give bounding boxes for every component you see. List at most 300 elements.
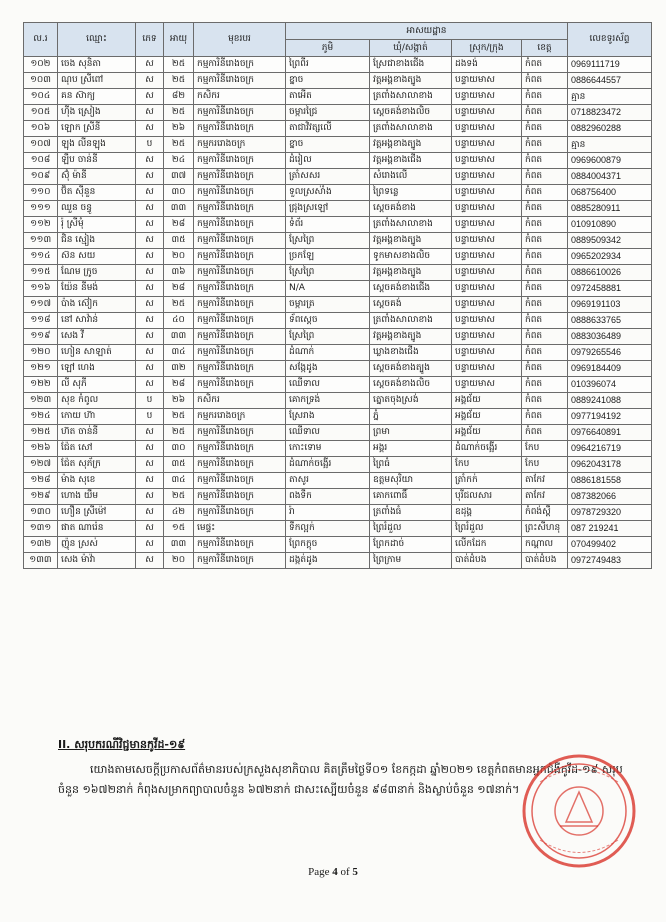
cell-phone: 0972458881 — [568, 281, 652, 297]
cell-sex: ស — [136, 489, 164, 505]
cell-phone: 0978729320 — [568, 505, 652, 521]
cell-age: ៣៣ — [164, 329, 194, 345]
header-occupation: មុខរបរ — [194, 23, 286, 57]
table-row — [24, 249, 652, 265]
cell-phone: 0889509342 — [568, 233, 652, 249]
cell-age: ២៥ — [164, 137, 194, 153]
table-row — [24, 329, 652, 345]
cell-phone: គ្មាន — [568, 137, 652, 153]
cell-district: បន្ទាយមាស — [452, 377, 522, 393]
cell-no: ១០៥ — [24, 105, 58, 121]
cell-commune: ត្រពាំងសាលាខាង — [370, 313, 452, 329]
cell-commune: វត្តអង្គខាងត្បូង — [370, 137, 452, 153]
cell-province: កំពត — [522, 313, 568, 329]
table-row — [24, 345, 652, 361]
cell-district: បន្ទាយមាស — [452, 89, 522, 105]
cell-sex: ស — [136, 521, 164, 537]
cell-province: កំពង់ស្ពឺ — [522, 505, 568, 521]
cell-name: ឡោក ស្រីនី — [58, 121, 136, 137]
cell-occupation: កម្មកររោងចក្រ — [194, 137, 286, 153]
cell-commune: ត្រពាំងសាលាខាង — [370, 89, 452, 105]
cell-occupation: កម្មការិនីរោងចក្រ — [194, 313, 286, 329]
cell-occupation: កសិករ — [194, 89, 286, 105]
cell-village: ទួលស្រស់ាំង — [286, 185, 370, 201]
cell-age: ២៥ — [164, 57, 194, 73]
cell-no: ១៣១ — [24, 521, 58, 537]
table-row — [24, 105, 652, 121]
cell-commune: ព្រមា — [370, 425, 452, 441]
cell-age: ២៤ — [164, 153, 194, 169]
cell-name: ស៊ុំ ម៉ានី — [58, 169, 136, 185]
cell-village: ទ័ពស្តេច — [286, 313, 370, 329]
cell-province: កំពត — [522, 89, 568, 105]
cell-phone: 070499402 — [568, 537, 652, 553]
cell-village: ចម្ការជ្រៃ — [286, 105, 370, 121]
cell-occupation: កម្មការិនីរោងចក្រ — [194, 105, 286, 121]
cell-province: កំពត — [522, 185, 568, 201]
cell-province: កំពត — [522, 57, 568, 73]
cell-name: ណុប ស្រីពៅ — [58, 73, 136, 89]
cell-province: កំពត — [522, 105, 568, 121]
cell-phone: 0969184409 — [568, 361, 652, 377]
cell-sex: ស — [136, 329, 164, 345]
cell-occupation: កម្មការិនីរោងចក្រ — [194, 57, 286, 73]
cell-district: បន្ទាយមាស — [452, 137, 522, 153]
cell-name: ហៀន សាឡាត់ — [58, 345, 136, 361]
cell-occupation: កម្មការិនីរោងចក្រ — [194, 537, 286, 553]
cell-name: ឡៅ ហេង — [58, 361, 136, 377]
cell-province: កំពត — [522, 393, 568, 409]
cell-no: ១០៤ — [24, 89, 58, 105]
cell-name: លី សុភី — [58, 377, 136, 393]
cell-sex: ស — [136, 185, 164, 201]
cell-name: ឡុង លីនឡុង — [58, 137, 136, 153]
cell-no: ១០៦ — [24, 121, 58, 137]
cell-phone: 0976640891 — [568, 425, 652, 441]
cell-village: N/A — [286, 281, 370, 297]
footer-page-total: 5 — [352, 866, 358, 878]
cell-commune: ត្នោតចុងស្រង់ — [370, 393, 452, 409]
cell-sex: ស — [136, 361, 164, 377]
cell-phone: 0883036489 — [568, 329, 652, 345]
cell-province: ព្រះសីហនុ — [522, 521, 568, 537]
cell-district: បន្ទាយមាស — [452, 153, 522, 169]
cell-name: ជិន ស្មៀង — [58, 233, 136, 249]
cell-province: កំពត — [522, 345, 568, 361]
cell-village: តាអើត — [286, 89, 370, 105]
cell-province: បាត់ដំបង — [522, 553, 568, 569]
cell-name: ប៉ាង ស៊ៀក — [58, 297, 136, 313]
cell-village: ស្រែរាង — [286, 409, 370, 425]
cell-no: ១២៣ — [24, 393, 58, 409]
cell-name: ហឿន ស្រីម៉ៅ — [58, 505, 136, 521]
cell-occupation: កម្មការិនីរោងចក្រ — [194, 233, 286, 249]
cell-no: ១១១ — [24, 201, 58, 217]
cell-name: នៅ សាវ៉ាន់ — [58, 313, 136, 329]
cell-commune: ព្រៃក្រាម — [370, 553, 452, 569]
footer-page-of: of — [340, 866, 350, 878]
cell-sex: ប — [136, 137, 164, 153]
cell-sex: ស — [136, 457, 164, 473]
header-commune: ឃុំ/សង្កាត់ — [370, 40, 452, 57]
cell-commune: ឃ្លាងខាងជើង — [370, 345, 452, 361]
cell-occupation: កម្មការិនីរោងចក្រ — [194, 345, 286, 361]
table-row — [24, 297, 652, 313]
cell-age: ៤២ — [164, 505, 194, 521]
cell-commune: ឧត្តមសុរិយា — [370, 473, 452, 489]
table-row — [24, 473, 652, 489]
cell-commune: ស្តេចគង់ខាង — [370, 201, 452, 217]
cell-occupation: កម្មការិនីរោងចក្រ — [194, 281, 286, 297]
cell-commune: ព្រែកដាច់ — [370, 537, 452, 553]
cell-province: កំពត — [522, 201, 568, 217]
cell-district: បុរីជលសារ — [452, 489, 522, 505]
cell-district: បន្ទាយមាស — [452, 185, 522, 201]
cell-occupation: កម្មកររោងចក្រ — [194, 409, 286, 425]
cell-district: បន្ទាយមាស — [452, 361, 522, 377]
cell-occupation: កម្មការិនីរោងចក្រ — [194, 73, 286, 89]
cell-phone: 0969191103 — [568, 297, 652, 313]
cell-phone: 010396074 — [568, 377, 652, 393]
cell-no: ១១៥ — [24, 265, 58, 281]
cell-occupation: កម្មការិនីរោងចក្រ — [194, 201, 286, 217]
table-row — [24, 393, 652, 409]
cell-occupation: កម្មការិនីរោងចក្រ — [194, 121, 286, 137]
cell-name: ជ៉ែត សុភ័ក្រ — [58, 457, 136, 473]
table-row — [24, 313, 652, 329]
cell-village: ដំណាក់ចង្អើរ — [286, 457, 370, 473]
patient-table — [23, 22, 652, 569]
cell-province: កំពត — [522, 121, 568, 137]
cell-name: យ៉ែន នីមង់ — [58, 281, 136, 297]
cell-village: ព្រែកក្តុច — [286, 537, 370, 553]
cell-district: លើកដែក — [452, 537, 522, 553]
cell-name: ណែម ក្រូច — [58, 265, 136, 281]
cell-name: ហ៊ីង ស្រៀង — [58, 105, 136, 121]
cell-age: ៣៧ — [164, 169, 194, 185]
table-row — [24, 537, 652, 553]
cell-sex: ស — [136, 153, 164, 169]
cell-occupation: កម្មការិនីរោងចក្រ — [194, 441, 286, 457]
cell-sex: ស — [136, 105, 164, 121]
cell-village: ស្រែព្រៃ — [286, 233, 370, 249]
cell-village: ចម្ការត្រ — [286, 297, 370, 313]
cell-age: ២៦ — [164, 121, 194, 137]
cell-no: ១៣២ — [24, 537, 58, 553]
cell-sex: ស — [136, 537, 164, 553]
cell-name: គន ស៊ាក្យ — [58, 89, 136, 105]
cell-age: ២៨ — [164, 217, 194, 233]
cell-village: ជ្រុងស្រឡៅ — [286, 201, 370, 217]
cell-phone: 0964216719 — [568, 441, 652, 457]
cell-province: កំពត — [522, 265, 568, 281]
header-address: អាសយដ្ឋាន — [286, 23, 568, 40]
cell-district: អង្គជ័យ — [452, 393, 522, 409]
cell-no: ១០៨ — [24, 153, 58, 169]
cell-province: កែប — [522, 441, 568, 457]
cell-name: រ៉ុ ស្រីមុំ — [58, 217, 136, 233]
table-row — [24, 217, 652, 233]
cell-phone: 0977194192 — [568, 409, 652, 425]
official-seal-icon — [520, 752, 638, 870]
cell-district: បន្ទាយមាស — [452, 217, 522, 233]
cell-age: ៣២ — [164, 361, 194, 377]
cell-age: ៣៥ — [164, 457, 194, 473]
table-row — [24, 489, 652, 505]
cell-province: កែប — [522, 457, 568, 473]
cell-commune: គោកពោធិ៍ — [370, 489, 452, 505]
cell-district: បន្ទាយមាស — [452, 313, 522, 329]
cell-district: បន្ទាយមាស — [452, 281, 522, 297]
summary-text: យោងតាមសេចក្តីប្រកាសព័ត៌មានរបស់ក្រសួងសុខាភិបាល គិតត្រឹមថ្ងៃទី០១ ខែកក្កដា ឆ្នាំ២០២១ ខេត្តកំពតមានអ្នកជំងឺកូវីដ-១៩ សរុបចំនួន ១៦៧២នាក់ កំពុងសម្រាកព្យាបាលចំនួន ៦៧២នាក់ ជាសះស្បើយចំនួន ៩៨៣នាក់ និងស្លាប់ចំនួន ១៧នាក់។ — [58, 763, 623, 796]
cell-district: អង្គជ័យ — [452, 425, 522, 441]
cell-no: ១១៦ — [24, 281, 58, 297]
cell-sex: ស — [136, 377, 164, 393]
header-district: ស្រុក/ក្រុង — [452, 40, 522, 57]
cell-district: ត្រាំកក់ — [452, 473, 522, 489]
cell-village: សង្កែដូង — [286, 361, 370, 377]
cell-phone: 0718823472 — [568, 105, 652, 121]
cell-commune: ស្តេចគង់ខាងលិច — [370, 377, 452, 393]
cell-commune: សំរោងលើ — [370, 169, 452, 185]
cell-name: ឈួន ចន្ធូ — [58, 201, 136, 217]
cell-commune: ស្តេចគង់ខាងជើង — [370, 281, 452, 297]
cell-district: បន្ទាយមាស — [452, 233, 522, 249]
cell-occupation: កម្មការិនីរោងចក្រ — [194, 505, 286, 521]
cell-district: បន្ទាយមាស — [452, 201, 522, 217]
cell-village: តាសូរ — [286, 473, 370, 489]
cell-age: ២៥ — [164, 489, 194, 505]
cell-phone: 0884004371 — [568, 169, 652, 185]
cell-occupation: កម្មការិនីរោងចក្រ — [194, 457, 286, 473]
cell-sex: ស — [136, 201, 164, 217]
cell-phone: គ្មាន — [568, 89, 652, 105]
cell-province: កំពត — [522, 249, 568, 265]
summary-title: II. សរុបករណីវិជ្ជមានកូវីដ-១៩ — [58, 738, 186, 751]
cell-no: ១៣៣ — [24, 553, 58, 569]
cell-village: ទំព័រ — [286, 217, 370, 233]
cell-no: ១២៥ — [24, 425, 58, 441]
cell-commune: ទូកមាសខាងលិច — [370, 249, 452, 265]
cell-no: ១២៩ — [24, 489, 58, 505]
cell-village: តាជាវិវត្សលើ — [286, 121, 370, 137]
table-row — [24, 457, 652, 473]
cell-no: ១១៨ — [24, 313, 58, 329]
cell-occupation: កម្មការិនីរោងចក្រ — [194, 553, 286, 569]
cell-commune: ត្រពាំងសាលាខាង — [370, 121, 452, 137]
cell-age: ៣៣ — [164, 201, 194, 217]
cell-no: ១២១ — [24, 361, 58, 377]
cell-sex: ស — [136, 297, 164, 313]
cell-commune: ព្រៃធំ — [370, 457, 452, 473]
cell-village: ដំណាក់ — [286, 345, 370, 361]
cell-age: ២៥ — [164, 297, 194, 313]
cell-village: គោកទ្រង់ — [286, 393, 370, 409]
cell-name: ម៉ាង សុខេ — [58, 473, 136, 489]
cell-no: ១២៨ — [24, 473, 58, 489]
table-row — [24, 201, 652, 217]
cell-phone: 087382066 — [568, 489, 652, 505]
cell-province: កំពត — [522, 409, 568, 425]
cell-no: ១២២ — [24, 377, 58, 393]
header-age: អាយុ — [164, 23, 194, 57]
cell-no: ១៣០ — [24, 505, 58, 521]
cell-province: កំពត — [522, 137, 568, 153]
cell-province: កំពត — [522, 233, 568, 249]
cell-village: ឈើទាល — [286, 377, 370, 393]
cell-occupation: កម្មការិនីរោងចក្រ — [194, 329, 286, 345]
table-row — [24, 153, 652, 169]
cell-name: ចេង សុនិតា — [58, 57, 136, 73]
table-row — [24, 553, 652, 569]
cell-sex: ស — [136, 345, 164, 361]
table-row — [24, 73, 652, 89]
cell-age: ២៥ — [164, 105, 194, 121]
cell-village: ស្រែព្រៃ — [286, 329, 370, 345]
cell-phone: 0972749483 — [568, 553, 652, 569]
cell-occupation: កម្មការិនីរោងចក្រ — [194, 489, 286, 505]
cell-commune: ត្រពាំងធំ — [370, 505, 452, 521]
cell-no: ១១៤ — [24, 249, 58, 265]
cell-district: បន្ទាយមាស — [452, 329, 522, 345]
cell-sex: ស — [136, 73, 164, 89]
cell-sex: ស — [136, 425, 164, 441]
cell-village: ស្រែព្រៃ — [286, 265, 370, 281]
cell-district: ឧដុង្គ — [452, 505, 522, 521]
cell-no: ១១០ — [24, 185, 58, 201]
cell-phone: 0969111719 — [568, 57, 652, 73]
cell-name: ញ៉ុន ស្រស់ — [58, 537, 136, 553]
cell-commune: ស្តេចគង់ខាងលិច — [370, 105, 452, 121]
cell-no: ១០៩ — [24, 169, 58, 185]
cell-age: ៣៥ — [164, 233, 194, 249]
cell-no: ១១៩ — [24, 329, 58, 345]
cell-occupation: កម្មការិនីរោងចក្រ — [194, 185, 286, 201]
cell-sex: ស — [136, 249, 164, 265]
cell-district: ដងទង់ — [452, 57, 522, 73]
cell-sex: ស — [136, 505, 164, 521]
cell-province: កំពត — [522, 297, 568, 313]
cell-no: ១២៦ — [24, 441, 58, 457]
cell-occupation: កសិករ — [194, 393, 286, 409]
table-row — [24, 281, 652, 297]
cell-sex: ស — [136, 281, 164, 297]
cell-occupation: មេផ្ទះ — [194, 521, 286, 537]
table-row — [24, 441, 652, 457]
cell-commune: វត្តអង្គខាងត្បូង — [370, 329, 452, 345]
cell-sex: ស — [136, 89, 164, 105]
cell-commune: វត្តអង្គខាងត្បូង — [370, 265, 452, 281]
cell-name: ជ៉ែត សៅ — [58, 441, 136, 457]
table-body — [24, 57, 652, 569]
cell-occupation: កម្មការិនីរោងចក្រ — [194, 153, 286, 169]
cell-phone: 068756400 — [568, 185, 652, 201]
cell-age: ២៥ — [164, 409, 194, 425]
cell-province: កំពត — [522, 169, 568, 185]
cell-province: កំពត — [522, 425, 568, 441]
cell-no: ១០៧ — [24, 137, 58, 153]
cell-province: តាកែវ — [522, 489, 568, 505]
cell-no: ១១៧ — [24, 297, 58, 313]
cell-district: កែប — [452, 457, 522, 473]
table-row — [24, 121, 652, 137]
cell-name: កោយ ហ៊ា — [58, 409, 136, 425]
cell-occupation: កម្មការិនីរោងចក្រ — [194, 473, 286, 489]
cell-age: ២៥ — [164, 73, 194, 89]
cell-province: កំពត — [522, 281, 568, 297]
cell-commune: ព្រៃទន្លេ — [370, 185, 452, 201]
cell-age: ៨២ — [164, 89, 194, 105]
cell-province: កំពត — [522, 361, 568, 377]
cell-district: បន្ទាយមាស — [452, 73, 522, 89]
table-row — [24, 233, 652, 249]
cell-phone: 0969600879 — [568, 153, 652, 169]
cell-sex: ស — [136, 121, 164, 137]
header-village: ភូមិ — [286, 40, 370, 57]
cell-phone: 0886610026 — [568, 265, 652, 281]
cell-age: ២៨ — [164, 377, 194, 393]
cell-province: កណ្តាល — [522, 537, 568, 553]
cell-village: ឈើទាល — [286, 425, 370, 441]
header-sex: ភេទ — [136, 23, 164, 57]
cell-district: អង្គជ័យ — [452, 409, 522, 425]
cell-commune: ភ្នំ — [370, 409, 452, 425]
cell-no: ១១៣ — [24, 233, 58, 249]
cell-name: ប៊ិត ស៊ីនួន — [58, 185, 136, 201]
cell-age: ៣៣ — [164, 537, 194, 553]
cell-phone: 087 219241 — [568, 521, 652, 537]
cell-phone: 0888633765 — [568, 313, 652, 329]
cell-occupation: កម្មការិនីរោងចក្រ — [194, 265, 286, 281]
cell-sex: ស — [136, 441, 164, 457]
cell-sex: ស — [136, 313, 164, 329]
cell-commune: ត្រពាំងសាលាខាង — [370, 217, 452, 233]
cell-sex: ប — [136, 393, 164, 409]
cell-age: ៣៤ — [164, 345, 194, 361]
header-province: ខេត្ត — [522, 40, 568, 57]
table-row — [24, 521, 652, 537]
table-row — [24, 169, 652, 185]
cell-district: បន្ទាយមាស — [452, 345, 522, 361]
cell-age: ៤០ — [164, 313, 194, 329]
cell-sex: ស — [136, 553, 164, 569]
cell-sex: ស — [136, 233, 164, 249]
cell-commune: ស្តេចគង់ — [370, 297, 452, 313]
cell-commune: វត្តអង្គខាងត្បូង — [370, 73, 452, 89]
cell-village: ដំរៀល — [286, 153, 370, 169]
cell-village: ច្រកឡែ — [286, 249, 370, 265]
cell-no: ១២០ — [24, 345, 58, 361]
table-row — [24, 377, 652, 393]
cell-age: ២៥ — [164, 425, 194, 441]
cell-no: ១០៣ — [24, 73, 58, 89]
cell-commune: វត្តអង្គខាងត្បូង — [370, 233, 452, 249]
cell-name: ហោង យឹម — [58, 489, 136, 505]
cell-province: កំពត — [522, 217, 568, 233]
cell-phone: 0885280911 — [568, 201, 652, 217]
cell-commune: ព្រៃរំដួល — [370, 521, 452, 537]
cell-sex: ប — [136, 409, 164, 425]
cell-occupation: កម្មការិនីរោងចក្រ — [194, 425, 286, 441]
cell-district: បន្ទាយមាស — [452, 265, 522, 281]
cell-age: ៣០ — [164, 185, 194, 201]
table-row — [24, 505, 652, 521]
cell-phone: 0962043178 — [568, 457, 652, 473]
cell-occupation: កម្មការិនីរោងចក្រ — [194, 249, 286, 265]
table-row — [24, 185, 652, 201]
table-row — [24, 57, 652, 73]
cell-age: ២៨ — [164, 281, 194, 297]
